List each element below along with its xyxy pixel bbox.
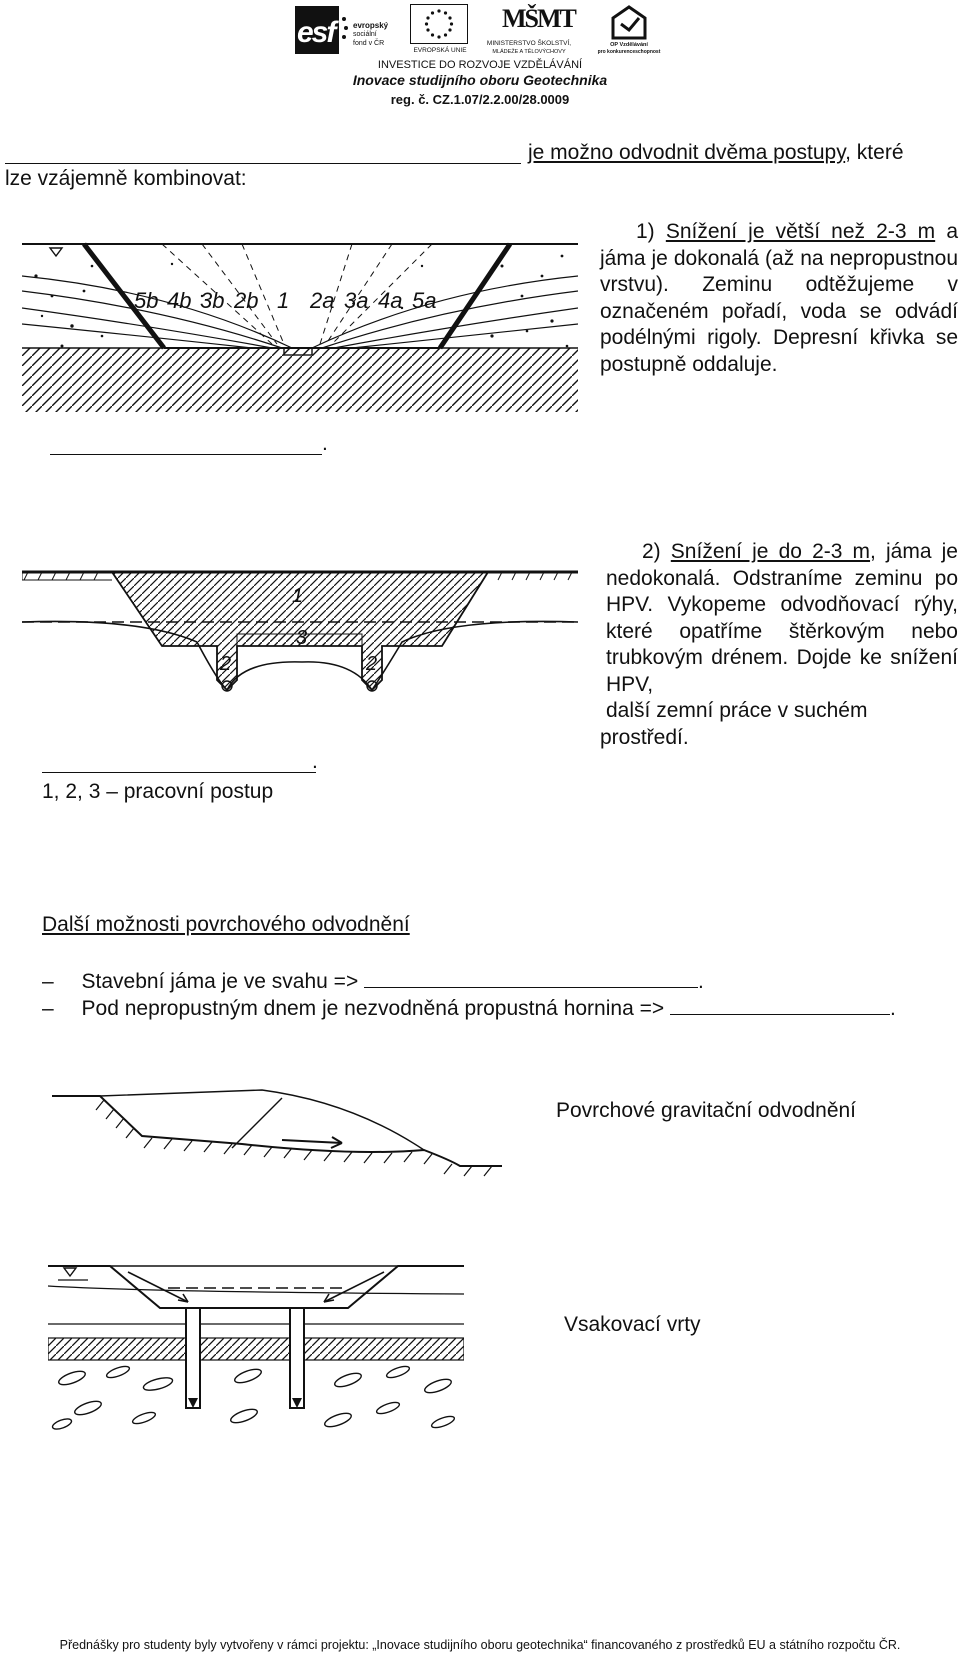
blank-dot: . xyxy=(322,432,328,455)
fig-label: 1 xyxy=(277,288,290,313)
list-end: . xyxy=(889,997,896,1020)
permeable-rock xyxy=(51,1364,455,1431)
well xyxy=(290,1308,304,1408)
fig-label: 2b xyxy=(234,288,259,313)
blank-line xyxy=(364,967,698,988)
case1-body: a jáma je dokonalá (až na nepropustnou vrstvu). Zeminu odtěžujeme v označeném pořadí, voda se odvádí podélnými rigoly. Depresní křivka se postupně oddaluje. xyxy=(600,220,958,376)
esf-stars-icon xyxy=(339,14,351,48)
well xyxy=(186,1308,200,1408)
gravity-drainage-diagram xyxy=(52,1086,502,1186)
intro-rest: , které xyxy=(845,141,904,164)
fig-label: 5a xyxy=(412,288,437,313)
esf-logo xyxy=(295,6,405,54)
case2-body: , jáma je nedokonalá. Odstraníme zeminu po HPV. Vykopeme odvodňovací rýhy, které opatříme štěrkovým nebo trubkovým drénem. Dojde ke snížení HPV, xyxy=(606,540,958,696)
blank-line xyxy=(50,434,322,455)
section-title: Další možnosti povrchového odvodnění xyxy=(42,913,410,936)
deep-excavation-diagram xyxy=(22,236,578,418)
fig-label: 2 xyxy=(220,653,232,675)
case1-number: 1) xyxy=(636,220,666,243)
case1-head: Snížení je větší než 2-3 m xyxy=(665,220,936,243)
case2-caption: 1, 2, 3 – pracovní postup xyxy=(42,780,274,803)
fig-label: 3b xyxy=(200,288,225,313)
list-text: Pod nepropustným dnem je nezvodněná propustná hornina => xyxy=(81,997,670,1020)
blank-dot: . xyxy=(312,750,318,773)
esf-logo-line: fond v ČR xyxy=(353,40,385,47)
case1-text xyxy=(600,219,958,378)
op-house-icon xyxy=(609,4,649,40)
list-end: . xyxy=(698,970,704,993)
list-item xyxy=(42,994,896,1023)
op-logo-line: pro konkurenceschopnost xyxy=(597,49,661,55)
list-item xyxy=(42,967,704,996)
investice-text: INVESTICE DO ROZVOJE VZDĚLÁVÁNÍ xyxy=(377,59,583,71)
footer: Přednášky pro studenty byly vytvořeny v rámci projektu: „Inovace studijního oboru geotechnika“ financovaného z prostředků EU a státního rozpočtu ČR. xyxy=(59,1638,901,1652)
water-level-icon xyxy=(64,1268,76,1276)
op-logo-line: OP Vzdělávání xyxy=(610,42,648,48)
water-level-icon xyxy=(50,248,62,256)
fig-label: 4a xyxy=(378,288,403,313)
fig-label: 5b xyxy=(134,288,159,313)
esf-logo-line: sociální xyxy=(353,31,377,38)
impermeable-layer xyxy=(22,348,578,412)
fig-label: 3a xyxy=(344,288,369,313)
list-dash: – xyxy=(42,970,54,993)
msmt-logo-line: MLÁDEŽE A TĚLOVÝCHOVY xyxy=(492,49,566,55)
fig-label: 1 xyxy=(292,585,304,607)
case2-line3: prostředí. xyxy=(600,726,689,749)
intro-line1 xyxy=(528,140,904,167)
case2-head: Snížení je do 2-3 m xyxy=(670,540,871,563)
eu-logo xyxy=(406,4,474,56)
fig-label: 2 xyxy=(366,653,378,675)
blank-line xyxy=(42,752,316,773)
esf-logo-line: evropský xyxy=(353,21,389,30)
msmt-logo-text: MŠMT xyxy=(502,4,575,33)
list-dash: – xyxy=(42,997,54,1020)
op-logo xyxy=(592,4,666,56)
fig-label: 3 xyxy=(296,627,308,649)
esf-logo-text: esf xyxy=(297,16,335,49)
header xyxy=(0,0,960,115)
shallow-excavation-diagram xyxy=(22,562,578,712)
impermeable-layer xyxy=(48,1338,464,1360)
intro-line2: lze vzájemně kombinovat: xyxy=(5,167,247,190)
fig-label: 4b xyxy=(167,288,192,313)
project-title: Inovace studijního oboru Geotechnika xyxy=(352,72,608,88)
infiltration-wells-diagram xyxy=(48,1258,464,1434)
case2-line2: další zemní práce v suchém xyxy=(606,699,868,722)
list-text: Stavební jáma je ve svahu => xyxy=(81,970,365,993)
figure-caption: Povrchové gravitační odvodnění xyxy=(556,1099,857,1122)
reg-number: reg. č. CZ.1.07/2.2.00/28.0009 xyxy=(390,92,570,107)
blank-line xyxy=(670,994,890,1015)
blank-line xyxy=(5,143,521,164)
msmt-logo-line: MINISTERSTVO ŠKOLSTVÍ, xyxy=(486,40,572,47)
intro-underlined: je možno odvodnit dvěma postupy xyxy=(528,141,846,164)
case2-number: 2) xyxy=(642,540,671,563)
fig-label: 2a xyxy=(310,288,335,313)
eu-logo-text: EVROPSKÁ UNIE xyxy=(413,47,467,54)
figure-caption: Vsakovací vrty xyxy=(564,1313,701,1336)
msmt-logo xyxy=(474,2,584,56)
eu-flag-icon xyxy=(410,4,468,44)
case2-text xyxy=(606,539,958,698)
